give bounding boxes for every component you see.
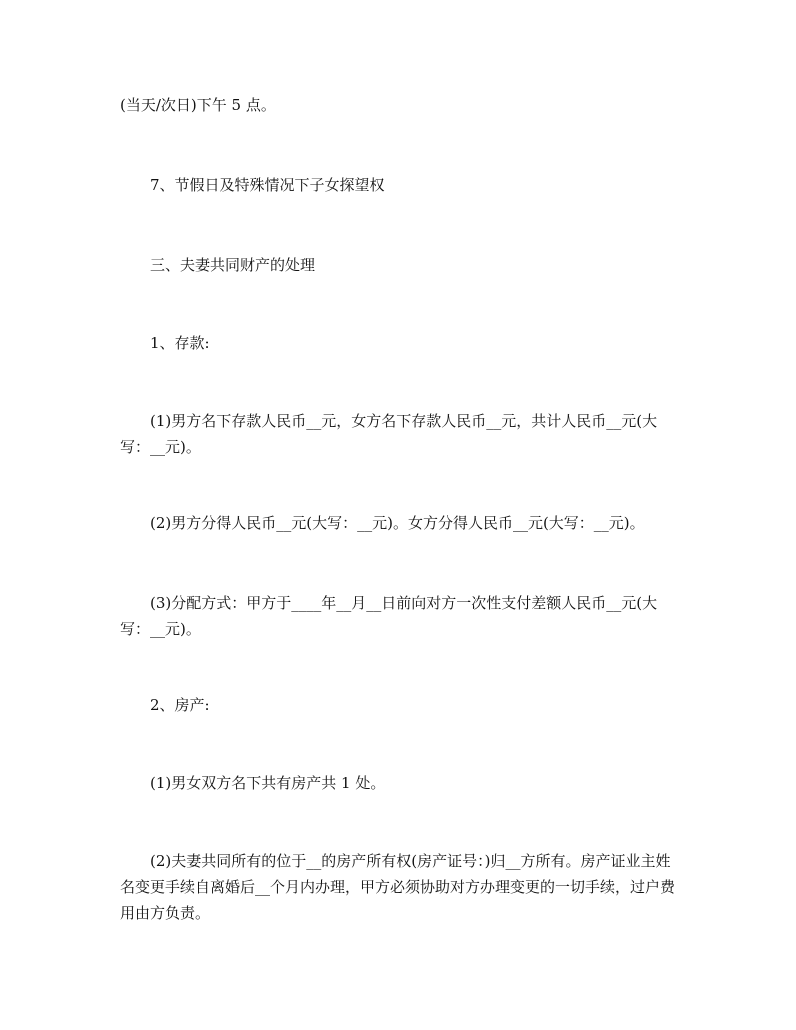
heading-holiday-visitation: 7、节假日及特殊情况下子女探望权 bbox=[150, 176, 385, 194]
section-heading-property: 三、夫妻共同财产的处理 bbox=[150, 256, 316, 274]
paragraph-real-estate-1: (1)男女双方名下共有房产共 1 处。 bbox=[150, 774, 386, 792]
paragraph-deposits-3: (3)分配方式：甲方于____年__月__日前向对方一次性支付差额人民币__元(大写：__元)。 bbox=[120, 594, 658, 638]
paragraph-deposits-2: (2)男方分得人民币__元(大写：__元)。女方分得人民币__元(大写：__元)。 bbox=[150, 514, 645, 532]
subheading-deposits: 1、存款: bbox=[150, 334, 210, 352]
paragraph-real-estate-2: (2)夫妻共同所有的位于__的房产所有权(房产证号：)归__方所有。房产证业主姓名变更手续自离婚后__个月内办理，甲方必须协助对方办理变更的一切手续，过户费用由方负责。 bbox=[120, 852, 676, 922]
paragraph-time-end: (当天/次日)下午 5 点。 bbox=[120, 96, 276, 114]
paragraph-deposits-1: (1)男方名下存款人民币__元，女方名下存款人民币__元，共计人民币__元(大写：__元)。 bbox=[120, 412, 658, 456]
subheading-real-estate: 2、房产: bbox=[150, 696, 210, 714]
